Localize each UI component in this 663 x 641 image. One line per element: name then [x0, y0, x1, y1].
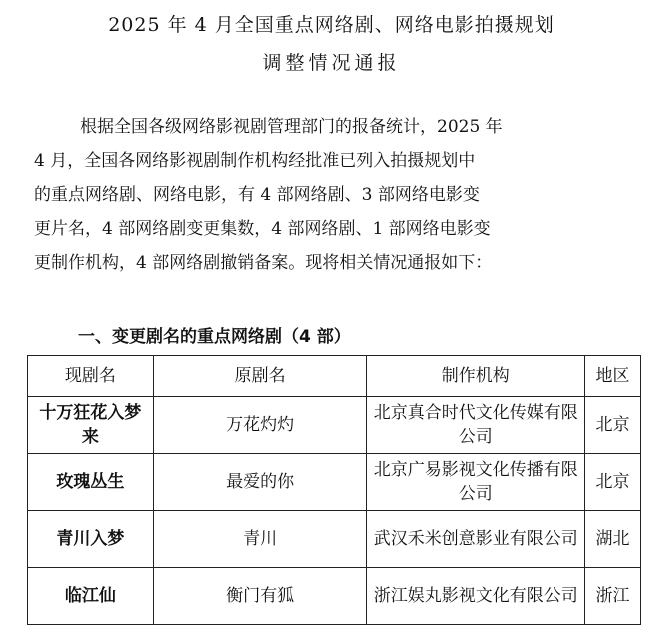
original-title-cell: 万花灼灼 [153, 397, 367, 454]
paragraph-line-5: 更制作机构，4 部网络剧撤销备案。现将相关情况通报如下： [34, 253, 493, 273]
company-cell: 北京真合时代文化传媒有限公司 [367, 397, 585, 454]
paragraph-line-3: 的重点网络剧、网络电影，有 4 部网络剧、3 部网络电影变 [34, 185, 480, 205]
document-title-line-2: 调整情况通报 [262, 52, 401, 74]
original-title-cell: 青川 [153, 511, 367, 568]
renamed-dramas-table [27, 355, 641, 625]
header-company: 制作机构 [367, 356, 585, 397]
region-cell: 北京 [585, 397, 641, 454]
original-title-cell: 最爱的你 [153, 454, 367, 511]
company-cell: 武汉禾米创意影业有限公司 [367, 511, 585, 568]
company-cell: 北京广易影视文化传播有限公司 [367, 454, 585, 511]
document-title-line-1: 2025 年 4 月全国重点网络剧、网络电影拍摄规划 [108, 14, 555, 36]
paragraph-line-1: 根据全国各级网络影视剧管理部门的报备统计，2025 年 [80, 117, 503, 137]
table-row [28, 568, 641, 625]
header-region: 地区 [585, 356, 641, 397]
table-row [28, 511, 641, 568]
current-title-cell: 临江仙 [28, 568, 154, 625]
header-original-title: 原剧名 [153, 356, 367, 397]
current-title-cell: 十万狂花入梦来 [28, 397, 154, 454]
region-cell: 湖北 [585, 511, 641, 568]
table-header-row [28, 356, 641, 397]
current-title-cell: 青川入梦 [28, 511, 154, 568]
region-cell: 北京 [585, 454, 641, 511]
paragraph-line-4: 更片名，4 部网络剧变更集数，4 部网络剧、1 部网络电影变 [34, 219, 491, 239]
header-current-title: 现剧名 [28, 356, 154, 397]
company-cell: 浙江娱丸影视文化有限公司 [367, 568, 585, 625]
table-row [28, 454, 641, 511]
paragraph-line-2: 4 月，全国各网络影视剧制作机构经批准已列入拍摄规划中 [34, 151, 476, 171]
intro-paragraph [34, 110, 634, 280]
original-title-cell: 衡门有狐 [153, 568, 367, 625]
current-title-cell: 玫瑰丛生 [28, 454, 154, 511]
section-heading: 一、变更剧名的重点网络剧（4 部） [78, 327, 351, 347]
region-cell: 浙江 [585, 568, 641, 625]
table-row [28, 397, 641, 454]
